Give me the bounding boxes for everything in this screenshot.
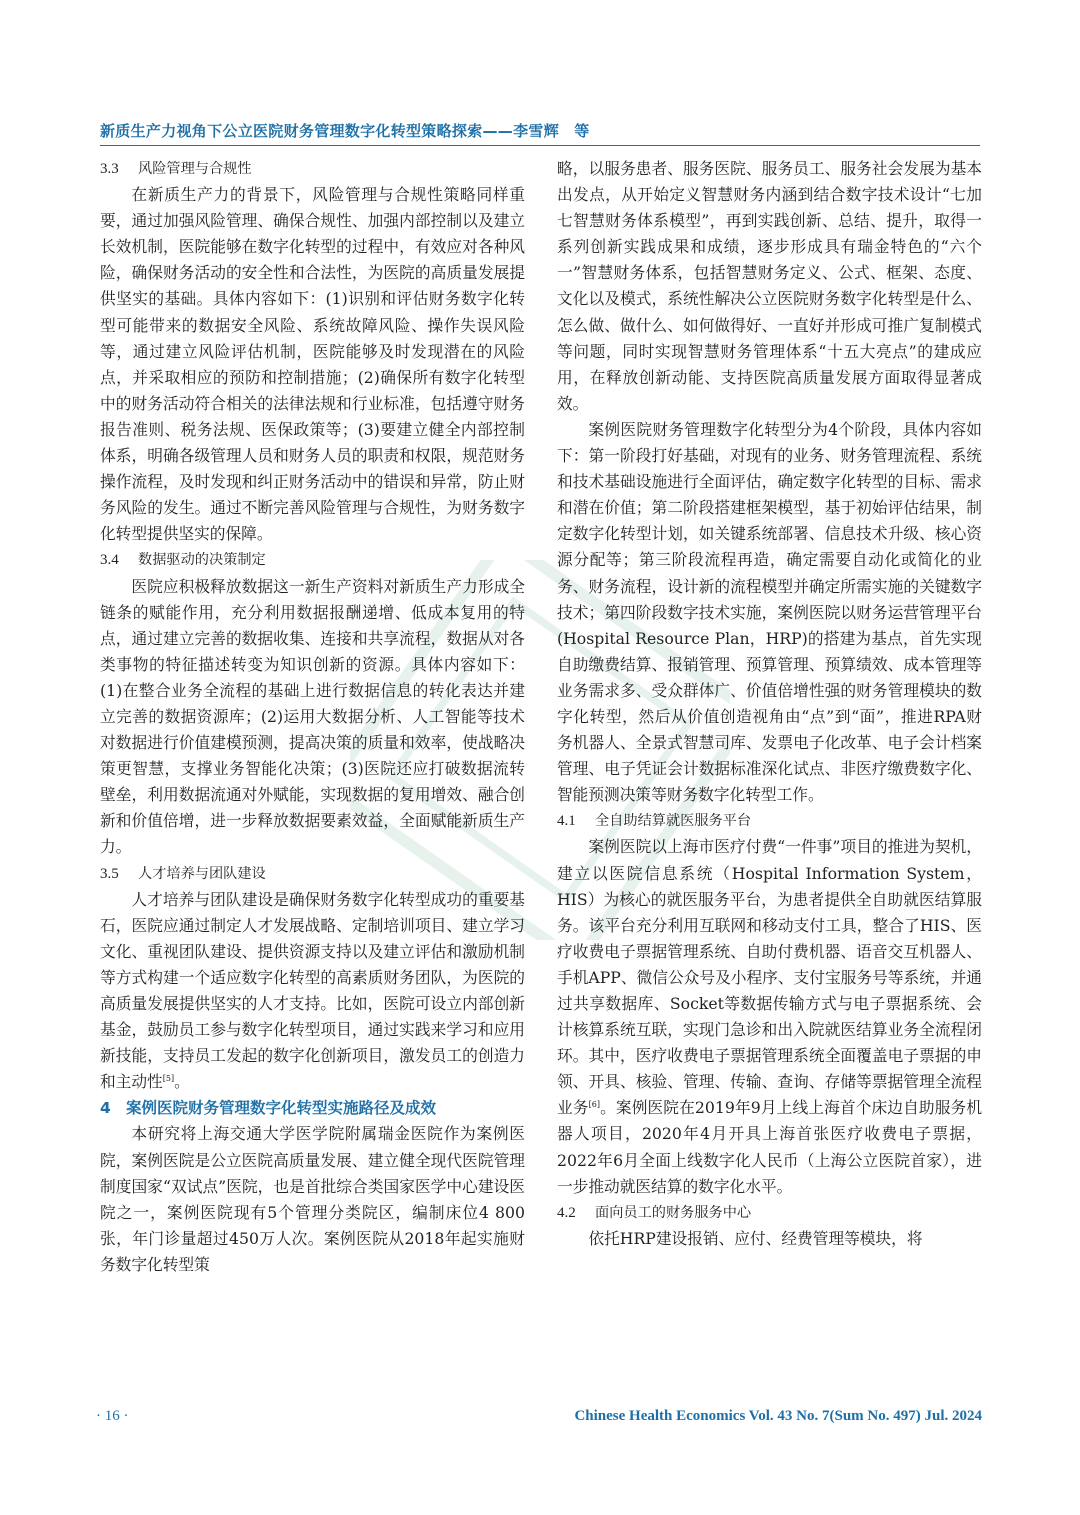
paragraph: 依托HRP建设报销、应付、经费管理等模块，将 <box>588 1228 923 1248</box>
left-column <box>100 156 525 1278</box>
citation-ref[interactable]: [6] <box>588 1100 600 1110</box>
citation-ref[interactable]: [5] <box>162 1074 175 1084</box>
section-number: 4.1 <box>557 813 576 830</box>
paragraph: 医院应积极释放数据这一新生产资料对新质生产力形成全链条的赋能作用，充分利用数据报酬递增、低成本复用的特点，通过建立完善的数据收集、连接和共享流程，数据从对各类事物的特征描述转变为知识创新的资源。具体内容如下：(1)在整合业务全流程的基础上进行数据信息的转化表达并建立完善的数据资源库；(2)运用大数据分析、人工智能等技术对数据进行价值建模预测，提高决策的质量和效率，使战略决策更智慧，支撑业务智能化决策；(3)医院还应打破数据流转壁垒，利用数据流通对外赋能，实现数据的复用增效、融合创新和价值倍增，进一步释放数据要素效益，全面赋能新质生产力。 <box>100 576 525 857</box>
paragraph-text: 人才培养与团队建设是确保财务数字化转型成功的重要基石，医院应通过制定人才发展战略、定制培训项目、建立学习文化、重视团队建设、提供资源支持以及建立评估和激励机制等方式构建一个适应数字化转型的高素质财务团队，为医院的高质量发展提供坚实的人才支持。比如，医院可设立内部创新基金，鼓励员工参与数字化转型项目，通过实践来学习和应用新技能，支持员工发起的数字化创新项目，激发员工的创造力和主动性 <box>100 889 525 1092</box>
section-title: 面向员工的财务服务中心 <box>595 1204 752 1221</box>
paragraph-end: 。 <box>174 1072 190 1092</box>
section-3-4-heading <box>100 547 525 573</box>
section-4-2-heading <box>557 1200 982 1226</box>
section-4-heading <box>100 1095 525 1121</box>
paragraph: 案例医院财务管理数字化转型分为4个阶段，具体内容如下：第一阶段打好基础，对现有的业务、财务管理流程、系统和技术基础设施进行全面评估，确定数字化转型的目标、需求和潜在价值；第二阶段搭建框架模型，基于初始评估结果，制定数字化转型计划，如关键系统部署、信息技术升级、核心资源分配等；第三阶段流程再造，确定需要自动化或简化的业务、财务流程，设计新的流程模型并确定所需实施的关键数字技术；第四阶段数字技术实施，案例医院以财务运营管理平台(Hospital Resource Plan，HRP)的搭建为基点，首先实现自助缴费结算、报销管理、预算管理、预算绩效、成本管理等业务需求多、受众群体广、价值倍增性强的财务管理模块的数字化转型，然后从价值创造视角由“点”到“面”，推进RPA财务机器人、全景式智慧司库、发票电子化改革、电子会计档案管理、电子凭证会计数据标准深化试点、非医疗缴费数字化、智能预测决策等财务数字化转型工作。 <box>557 419 982 805</box>
section-number: 4.2 <box>557 1204 576 1221</box>
section-number: 4 <box>100 1099 111 1118</box>
paragraph: 在新质生产力的背景下，风险管理与合规性策略同样重要，通过加强风险管理、确保合规性、加强内部控制以及建立长效机制，医院能够在数字化转型的过程中，有效应对各种风险，确保财务活动的安全性和合法性，为医院的高质量发展提供坚实的基础。具体内容如下：(1)识别和评估财务数字化转型可能带来的数据安全风险、系统故障风险、操作失误风险等，通过建立风险评估机制，医院能够及时发现潜在的风险点，并采取相应的预防和控制措施；(2)确保所有数字化转型中的财务活动符合相关的法律法规和行业标准，包括遵守财务报告准则、税务法规、医保政策等；(3)要建立健全内部控制体系，明确各级管理人员和财务人员的职责和权限，规范财务操作流程，及时发现和纠正财务活动中的错误和异常，防止财务风险的发生。通过不断完善风险管理与合规性，为财务数字化转型提供坚实的保障。 <box>100 185 525 544</box>
paragraph-text: 案例医院以上海市医疗付费“一件事”项目的推进为契机，建立以医院信息系统（Hospital Information System，HIS）为核心的就医服务平台，为患者提供全自助就医结算服务。该平台充分利用互联网和移动支付工具，整合了HIS、医疗收费电子票据管理系统、自助付费机器、语音交互机器人、手机APP、微信公众号及小程序、支付宝服务号等系统，并通过共享数据库、Socket等数据传输方式与电子票据系统、会计核算系统互联，实现门急诊和出入院就医结算业务全流程闭环。其中，医疗收费电子票据管理系统全面覆盖电子票据的申领、开具、核验、管理、传输、查询、存储等票据管理全流程业务 <box>557 837 982 1118</box>
section-title: 全自助结算就医服务平台 <box>595 813 752 830</box>
section-title: 风险管理与合规性 <box>138 161 252 177</box>
paragraph <box>100 887 525 1096</box>
running-header-title: 新质生产力视角下公立医院财务管理数字化转型策略探索——李雪辉 等 <box>100 122 590 140</box>
section-title: 数据驱动的决策制定 <box>138 552 266 569</box>
section-4-1-heading <box>557 808 982 834</box>
section-title: 人才培养与团队建设 <box>138 865 266 882</box>
paragraph-text-end: 。案例医院在2019年9月上线上海首个床边自助服务机器人项目，2020年4月开具上海首张医疗收费电子票据，2022年6月全面上线数字化人民币（上海公立医院首家），进一步推动就医结算的数字化水平。 <box>557 1098 983 1196</box>
journal-citation: Chinese Health Economics Vol. 43 No. 7(Sum No. 497) Jul. 2024 <box>574 1408 982 1424</box>
page-number: · 16 · <box>96 1408 129 1424</box>
section-number: 3.5 <box>100 865 119 882</box>
paragraph-continued: 略，以服务患者、服务医院、服务员工、服务社会发展为基本出发点，从开始定义智慧财务内涵到结合数字技术设计“七加七智慧财务体系模型”，再到实践创新、总结、提升，取得一系列创新实践成果和成绩，逐步形成具有瑞金特色的“六个一”智慧财务体系，包括智慧财务定义、公式、框架、态度、文化以及模式，系统性解决公立医院财务数字化转型是什么、怎么做、做什么、如何做得好、一直好并形成可推广复制模式等问题，同时实现智慧财务管理体系“十五大亮点”的建成应用，在释放创新动能、支持医院高质量发展方面取得显著成效。 <box>557 159 982 413</box>
header-divider <box>100 145 980 146</box>
section-3-3-heading <box>100 156 525 182</box>
section-title: 案例医院财务管理数字化转型实施路径及成效 <box>126 1099 437 1118</box>
paragraph: 本研究将上海交通大学医学院附属瑞金医院作为案例医院，案例医院是公立医院高质量发展、建立健全现代医院管理制度国家“双试点”医院，也是首批综合类国家医学中心建设医院之一，案例医院现有5个管理分类院区，编制床位4 800张，年门诊量超过450万人次。案例医院从2018年起实施财务数字化转型策 <box>100 1124 525 1274</box>
section-number: 3.4 <box>100 552 119 569</box>
paragraph <box>557 834 982 1199</box>
right-column <box>557 156 982 1252</box>
section-3-5-heading <box>100 861 525 887</box>
section-number: 3.3 <box>100 161 119 177</box>
